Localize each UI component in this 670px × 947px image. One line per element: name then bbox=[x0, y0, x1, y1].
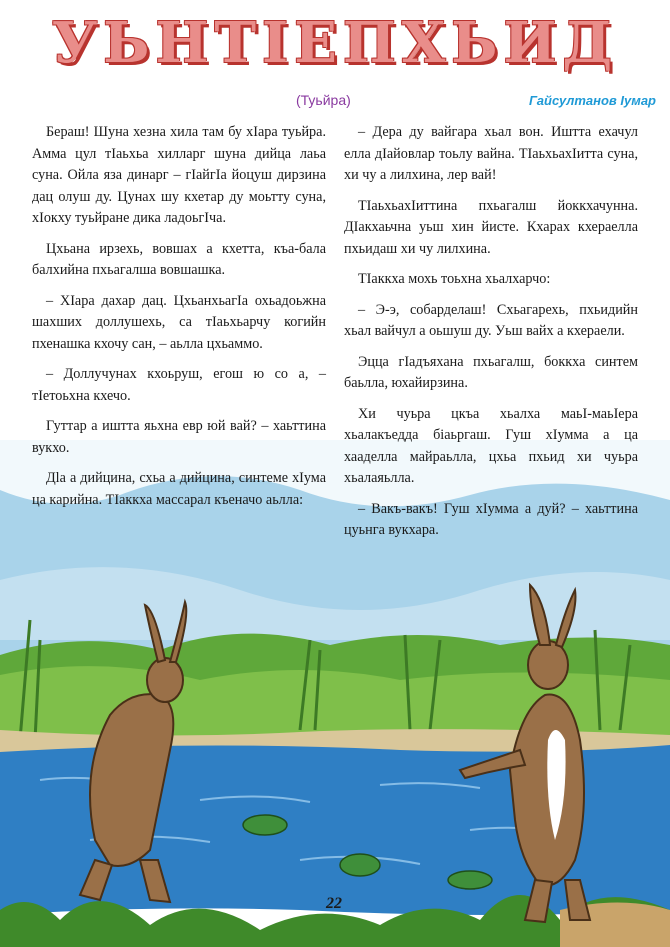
paragraph: – Дера ду вайгара хьал вон. Иштта ехачул елла дІайовлар тоьлу вайна. ТІаьхьахІитта суна, хи чу а лилхина, лер вай! bbox=[344, 124, 638, 183]
story-subtitle: (Туьйра) bbox=[296, 92, 351, 108]
paragraph: ТІаьхьахІиттина пхьагалш йоккхачунна. ДІакхаьчна уьш хин йисте. Кхарах кхераелла пхьидаш хи чу лилхина. bbox=[344, 197, 638, 257]
paragraph: Дlа а дийцина, схьа а дийцина, синтеме хІума ца карийна. ТІаккха массарал къеначо аьлла: bbox=[32, 470, 326, 508]
paragraph: Эцца гІадъяхана пхьагалш, боккха синтем баьлла, юхайирзина. bbox=[344, 353, 638, 391]
story-title: УЬНТІЕПХЬИД bbox=[51, 10, 619, 76]
paragraph: – Вакъ-вакъ! Гуш хІумма а дуй? – хаьттина цуьнга вукхара. bbox=[344, 500, 638, 538]
paragraph: Бераш! Шуна хезна хила там бу хІара туьйра. Амма цул тІаьхьа хилларг шуна дийца лаьа суна. Ойла яза динарг – гІайгІа йоцуш дирзина дац олуш ду. Цунах шу кхетар ду моьтту суна, хІокху туьйране дика ладоьгІча. bbox=[32, 124, 326, 226]
author-name: Гайсултанов Іумар bbox=[528, 93, 656, 108]
left-column bbox=[32, 122, 326, 520]
paragraph: Гуттар а иштта яьхна евр юй вай? – хаьттина вукхо. bbox=[32, 418, 326, 456]
right-column bbox=[344, 122, 638, 551]
paragraph: Хи чуьра цкъа хьалха маьІ-маьІера хьалакъедда біаьргаш. Гуш хІумма а ца хааделла майраьлла, цхьа пхьид хи чуьра хьалаяьлла. bbox=[344, 405, 638, 486]
paragraph: ТІаккха мохь тоьхна хьалхарчо: bbox=[358, 271, 551, 287]
page-number: 22 bbox=[326, 895, 342, 912]
paragraph: Цхьана ирзехь, вовшах а кхетта, къа-бала балхийна пхьагалша вовшашка. bbox=[32, 240, 326, 278]
paragraph: – Доллучунах кхоьруш, егош ю со а, – тІетоьхна кхечо. bbox=[32, 366, 326, 404]
paragraph: – ХІара дахар дац. ЦхьанхьагІа охьадоьжна шахших доллушехь, са тІаьхьарчу когийн пхенашка кхочу сан, – аьлла цхьаммо. bbox=[32, 292, 326, 352]
paragraph: – Э-э, собарделаш! Схьагарехь, пхьидийн хьал вайчул а оьшуш ду. Уьш вайх а кхераели. bbox=[344, 301, 638, 339]
